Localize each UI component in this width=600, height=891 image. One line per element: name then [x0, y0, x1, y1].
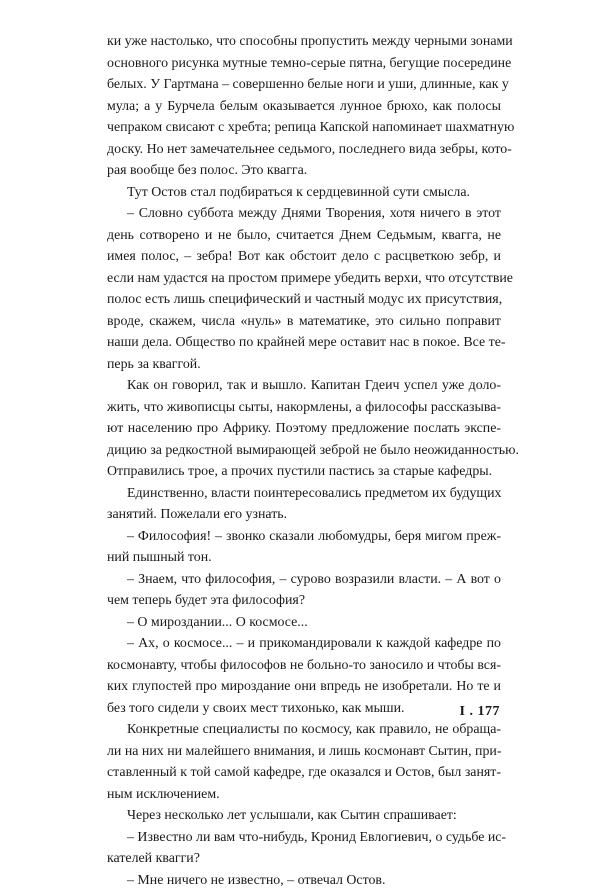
text-line: мула; а у Бурчела белым оказывается лунное брюхо, как полосы: [107, 96, 501, 118]
text-line: ют населению про Африку. Поэтому предложение послать экспе-: [107, 418, 501, 440]
text-line: Единственно, власти поинтересовались предметом их будущих: [107, 483, 501, 505]
text-line: ли на них ни малейшего внимания, и лишь космонавт Сытин, при-: [107, 741, 501, 763]
text-line: основного рисунка мутные темно-серые пятна, бегущие посередине: [107, 53, 501, 75]
text-line: – Знаем, что философия, – сурово возразили власти. – А вот о: [107, 569, 501, 591]
text-line: наши дела. Общество по крайней мере оставит нас в покое. Все те-: [107, 332, 501, 354]
text-line: доску. Но нет замечательнее седьмого, последнего вида зебры, кото-: [107, 139, 501, 161]
text-line: Конкретные специалисты по космосу, как правило, не обраща-: [107, 719, 501, 741]
text-line: если нам удастся на простом примере убедить верхи, что отсутствие: [107, 268, 501, 290]
text-line: ний пышный тон.: [107, 547, 501, 569]
text-line: – Известно ли вам что-нибудь, Кронид Евлогиевич, о судьбе ис-: [107, 827, 501, 849]
text-line: перь за кваггой.: [107, 354, 501, 376]
text-line: дицию за редкостной вымирающей зеброй не было неожиданностью.: [107, 440, 501, 462]
text-line: космонавту, чтобы философов не больно-то заносило и чтобы вся-: [107, 655, 501, 677]
text-line: – Словно суббота между Днями Творения, хотя ничего в этот: [107, 203, 501, 225]
text-line: чепраком свисают с хребта; репица Капской напоминает шахматную: [107, 117, 501, 139]
text-line: – Философия! – звонко сказали любомудры, беря мигом преж-: [107, 526, 501, 548]
text-line: Тут Остов стал подбираться к сердцевинной сути смысла.: [107, 182, 501, 204]
text-line: белых. У Гартмана – совершенно белые ноги и уши, длинные, как у: [107, 74, 501, 96]
text-line: вроде, скажем, числа «нуль» в математике, это сильно поправит: [107, 311, 501, 333]
text-line: ным исключением.: [107, 784, 501, 806]
text-line: рая вообще без полос. Это квагга.: [107, 160, 501, 182]
text-line: Через несколько лет услышали, как Сытин спрашивает:: [107, 805, 501, 827]
text-line: ких глупостей про мироздание они впредь не изобретали. Но те и: [107, 676, 501, 698]
page-number: I . 177: [460, 704, 500, 720]
page-body: [107, 31, 501, 891]
text-line: кателей квагги?: [107, 848, 501, 870]
text-line: имея полос, – зебра! Вот как обстоит дело с расцветкою зебр, и: [107, 246, 501, 268]
text-line: ки уже настолько, что способны пропустить между черными зонами: [107, 31, 501, 53]
text-line: день сотворено и не было, считается Днем Седьмым, квагга, не: [107, 225, 501, 247]
text-line: Отправились трое, а прочих пустили пастись за старые кафедры.: [107, 461, 501, 483]
text-line: чем теперь будет эта философия?: [107, 590, 501, 612]
text-line: – Ах, о космосе... – и прикомандировали к каждой кафедре по: [107, 633, 501, 655]
text-line: – О мироздании... О космосе...: [107, 612, 501, 634]
text-line: жить, что живописцы сыты, накормлены, а философы рассказыва-: [107, 397, 501, 419]
text-line: занятий. Пожелали его узнать.: [107, 504, 501, 526]
text-line: полос есть лишь специфический и частный модус их присутствия,: [107, 289, 501, 311]
text-line: ставленный к той самой кафедре, где оказался и Остов, был занят-: [107, 762, 501, 784]
text-line: Как он говорил, так и вышло. Капитан Гдеич успел уже доло-: [107, 375, 501, 397]
text-line: без того сидели у своих мест тихонько, как мыши.: [107, 698, 501, 720]
text-line: – Мне ничего не известно, – отвечал Остов.: [107, 870, 501, 891]
